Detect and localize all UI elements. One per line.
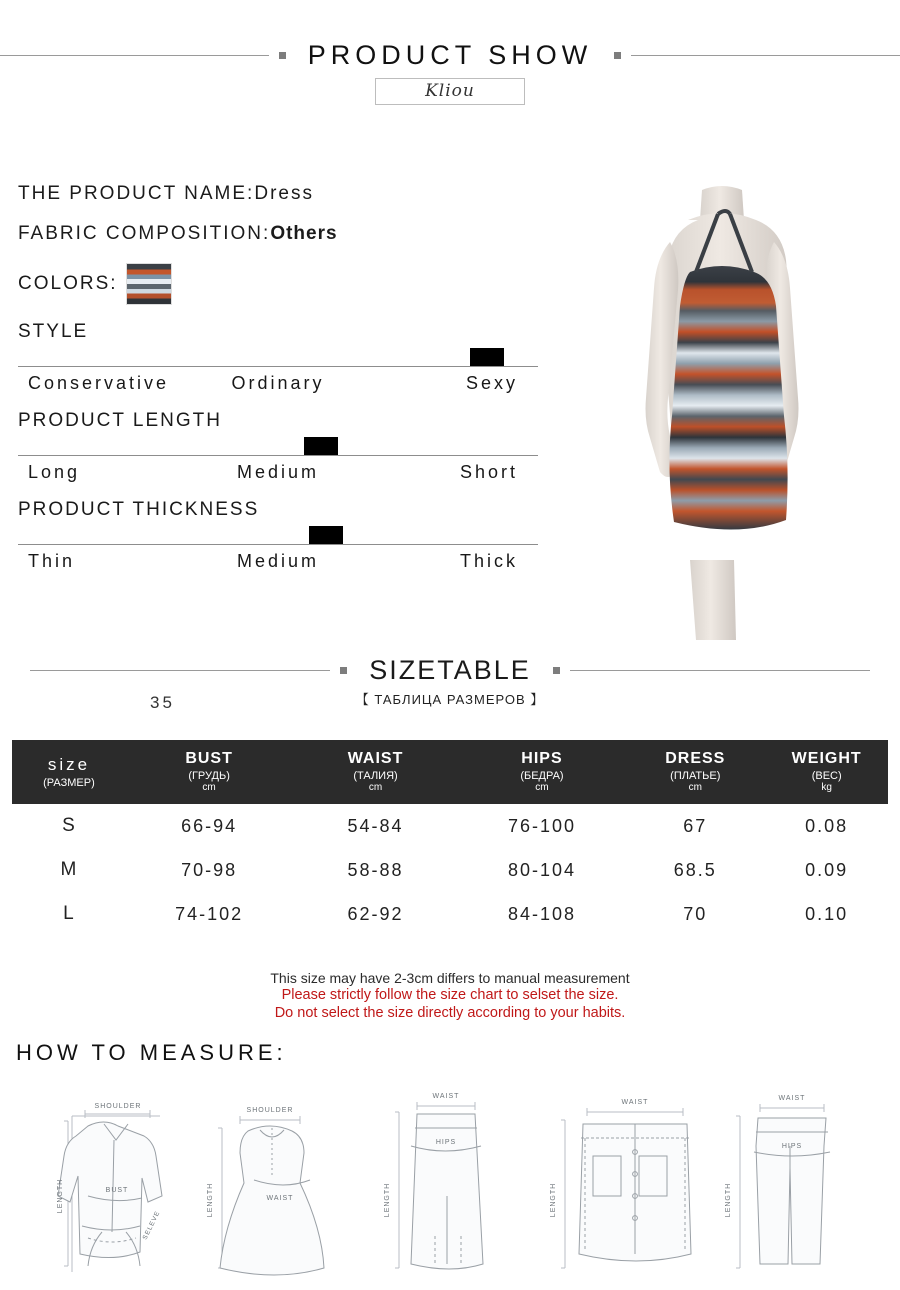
- measure-figure-shorts: [543, 1076, 713, 1276]
- size-table-body: [12, 804, 888, 936]
- sizetable-title: SIZETABLE: [369, 655, 531, 685]
- scale-style-title: STYLE: [18, 321, 89, 342]
- sizetable-square-left-icon: [340, 667, 347, 674]
- cell-size: S: [62, 815, 76, 836]
- cell-hips: 84-108: [507, 903, 576, 924]
- scale-thickness-marker: [309, 526, 343, 544]
- col-bust-unit: cm: [202, 782, 216, 793]
- svg-text:WAIST: WAIST: [266, 1195, 293, 1202]
- table-row: [12, 892, 888, 936]
- col-waist: [292, 740, 458, 804]
- product-photo: [562, 180, 882, 640]
- scale-thickness-title: PRODUCT THICKNESS: [18, 499, 260, 520]
- size-note-warning-2: Do not select the size directly according to your habits.: [274, 1005, 626, 1022]
- col-hips-sub: (БЕДРА): [520, 770, 564, 782]
- size-table-head: [12, 740, 888, 804]
- col-hips-main: HIPS: [521, 750, 563, 767]
- scale-length-option-0: Long: [28, 462, 81, 482]
- scale-thickness-option-1: Medium: [236, 551, 319, 571]
- sizetable-rule-right: [570, 670, 870, 671]
- how-to-measure-title: HOW TO MEASURE:: [16, 1040, 287, 1065]
- scale-length-marker: [304, 437, 338, 455]
- colors-label: COLORS:: [18, 273, 118, 294]
- scale-thickness-rule: [18, 544, 538, 545]
- svg-text:LENGTH: LENGTH: [549, 1182, 557, 1218]
- size-note-warning-1: Please strictly follow the size chart to selset the size.: [281, 987, 619, 1003]
- sizetable-subtitle: 【 ТАБЛИЦА РАЗМЕРОВ 】: [355, 692, 545, 707]
- cell-bust: 70-98: [181, 859, 238, 880]
- size-table: [12, 740, 888, 936]
- sizetable-side-number: 35: [150, 693, 175, 712]
- cell-weight: 0.08: [805, 815, 849, 836]
- svg-text:LENGTH: LENGTH: [206, 1182, 214, 1218]
- scale-thickness-option-0: Thin: [28, 551, 76, 571]
- mannequin-illustration: [562, 180, 882, 640]
- fabric-label: FABRIC COMPOSITION:: [18, 223, 271, 244]
- measure-figure-jacket: [10, 1076, 180, 1276]
- svg-text:SHOULDER: SHOULDER: [94, 1103, 142, 1110]
- colors-row: [18, 263, 538, 305]
- scale-length: [18, 410, 538, 483]
- cell-dress: 70: [683, 903, 708, 924]
- col-size: [12, 740, 126, 804]
- col-hips: [459, 740, 625, 804]
- sizetable-rule-left: [30, 670, 330, 671]
- header-square-right-icon: [614, 52, 621, 59]
- how-to-measure-figures: [10, 1076, 890, 1276]
- cell-weight: 0.09: [805, 859, 849, 880]
- scale-style-option-1: Ordinary: [231, 373, 325, 393]
- svg-text:BUST: BUST: [105, 1187, 129, 1194]
- scale-style: [18, 321, 538, 394]
- fabric-value: Others: [270, 223, 338, 244]
- product-name-line: [18, 183, 538, 205]
- cell-hips: 76-100: [507, 815, 576, 836]
- cell-hips: 80-104: [507, 859, 576, 880]
- cell-bust: 74-102: [175, 903, 244, 924]
- col-waist-main: WAIST: [347, 750, 404, 767]
- svg-text:LENGTH: LENGTH: [57, 1178, 64, 1214]
- cell-size: L: [63, 903, 75, 924]
- scale-style-marker: [470, 348, 504, 366]
- table-row: [12, 848, 888, 892]
- col-weight-main: WEIGHT: [791, 750, 862, 767]
- scale-thickness-option-2: Thick: [459, 551, 518, 571]
- measure-figure-dress: [188, 1076, 358, 1276]
- svg-text:LENGTH: LENGTH: [725, 1182, 732, 1218]
- scale-length-bar: [18, 434, 538, 456]
- svg-text:SHOULDER: SHOULDER: [246, 1107, 293, 1114]
- svg-text:HIPS: HIPS: [435, 1139, 457, 1146]
- cell-dress: 67: [683, 815, 708, 836]
- product-name-label: THE PRODUCT NAME:: [18, 183, 255, 204]
- scale-style-option-0: Conservative: [28, 373, 170, 393]
- scale-length-rule: [18, 455, 538, 456]
- scale-thickness-labels: [18, 551, 538, 572]
- scale-style-labels: [18, 373, 538, 394]
- header-title-row: [0, 40, 900, 71]
- cell-dress: 68.5: [673, 859, 717, 880]
- scale-length-title: PRODUCT LENGTH: [18, 410, 222, 431]
- cell-bust: 66-94: [181, 815, 238, 836]
- col-size-main: size: [47, 754, 91, 774]
- measure-figure-pants: [720, 1076, 890, 1276]
- col-bust-main: BUST: [185, 750, 233, 767]
- col-hips-unit: cm: [535, 782, 549, 793]
- col-dress-main: DRESS: [665, 750, 726, 767]
- scale-length-labels: [18, 462, 538, 483]
- header-square-left-icon: [279, 52, 286, 59]
- svg-text:WAIST: WAIST: [621, 1099, 648, 1106]
- col-weight-unit: kg: [821, 782, 832, 793]
- product-info-panel: [18, 183, 538, 588]
- svg-text:HIPS: HIPS: [781, 1143, 803, 1150]
- header-rule-right: [631, 55, 900, 56]
- measure-figure-skirt: [365, 1076, 535, 1276]
- size-notes: [0, 970, 900, 1022]
- page-title: PRODUCT SHOW: [307, 40, 593, 70]
- cell-weight: 0.10: [805, 903, 849, 924]
- col-dress: [625, 740, 765, 804]
- svg-text:WAIST: WAIST: [432, 1093, 460, 1100]
- svg-text:LENGTH: LENGTH: [384, 1182, 391, 1218]
- table-row: [12, 804, 888, 848]
- cell-size: M: [60, 859, 78, 880]
- col-weight: [765, 740, 888, 804]
- col-dress-unit: cm: [688, 782, 702, 793]
- cell-waist: 54-84: [347, 815, 404, 836]
- col-waist-sub: (ТАЛИЯ): [353, 770, 398, 782]
- cell-waist: 58-88: [347, 859, 404, 880]
- sizetable-title-row: [0, 655, 900, 686]
- header-rule-left: [0, 55, 269, 56]
- scale-thickness: [18, 499, 538, 572]
- brand-name: Kliou: [375, 78, 525, 105]
- col-dress-sub: (ПЛАТЬЕ): [670, 770, 721, 782]
- scale-style-option-2: Sexy: [465, 373, 518, 393]
- scale-style-bar: [18, 345, 538, 367]
- svg-text:WAIST: WAIST: [778, 1095, 806, 1102]
- col-bust-sub: (ГРУДЬ): [188, 770, 230, 782]
- page-header: [0, 40, 900, 105]
- col-weight-sub: (BEC): [811, 770, 842, 782]
- color-swatch[interactable]: [126, 263, 172, 305]
- product-name-value: Dress: [254, 183, 314, 204]
- svg-text:SELEVE: SELEVE: [141, 1209, 162, 1241]
- fabric-composition-line: [18, 223, 538, 245]
- col-bust: [126, 740, 292, 804]
- size-table-header-row: [12, 740, 888, 804]
- cell-waist: 62-92: [347, 903, 404, 924]
- size-note-measurement: This size may have 2-3cm differs to manual measurement: [270, 970, 630, 986]
- col-size-sub: (РАЗМЕР): [43, 776, 95, 789]
- scale-length-option-2: Short: [459, 462, 518, 482]
- col-waist-unit: cm: [368, 782, 383, 793]
- scale-length-option-1: Medium: [236, 462, 319, 482]
- scale-style-rule: [18, 366, 538, 367]
- sizetable-square-right-icon: [553, 667, 560, 674]
- scale-thickness-bar: [18, 523, 538, 545]
- sizetable-header: [0, 655, 900, 712]
